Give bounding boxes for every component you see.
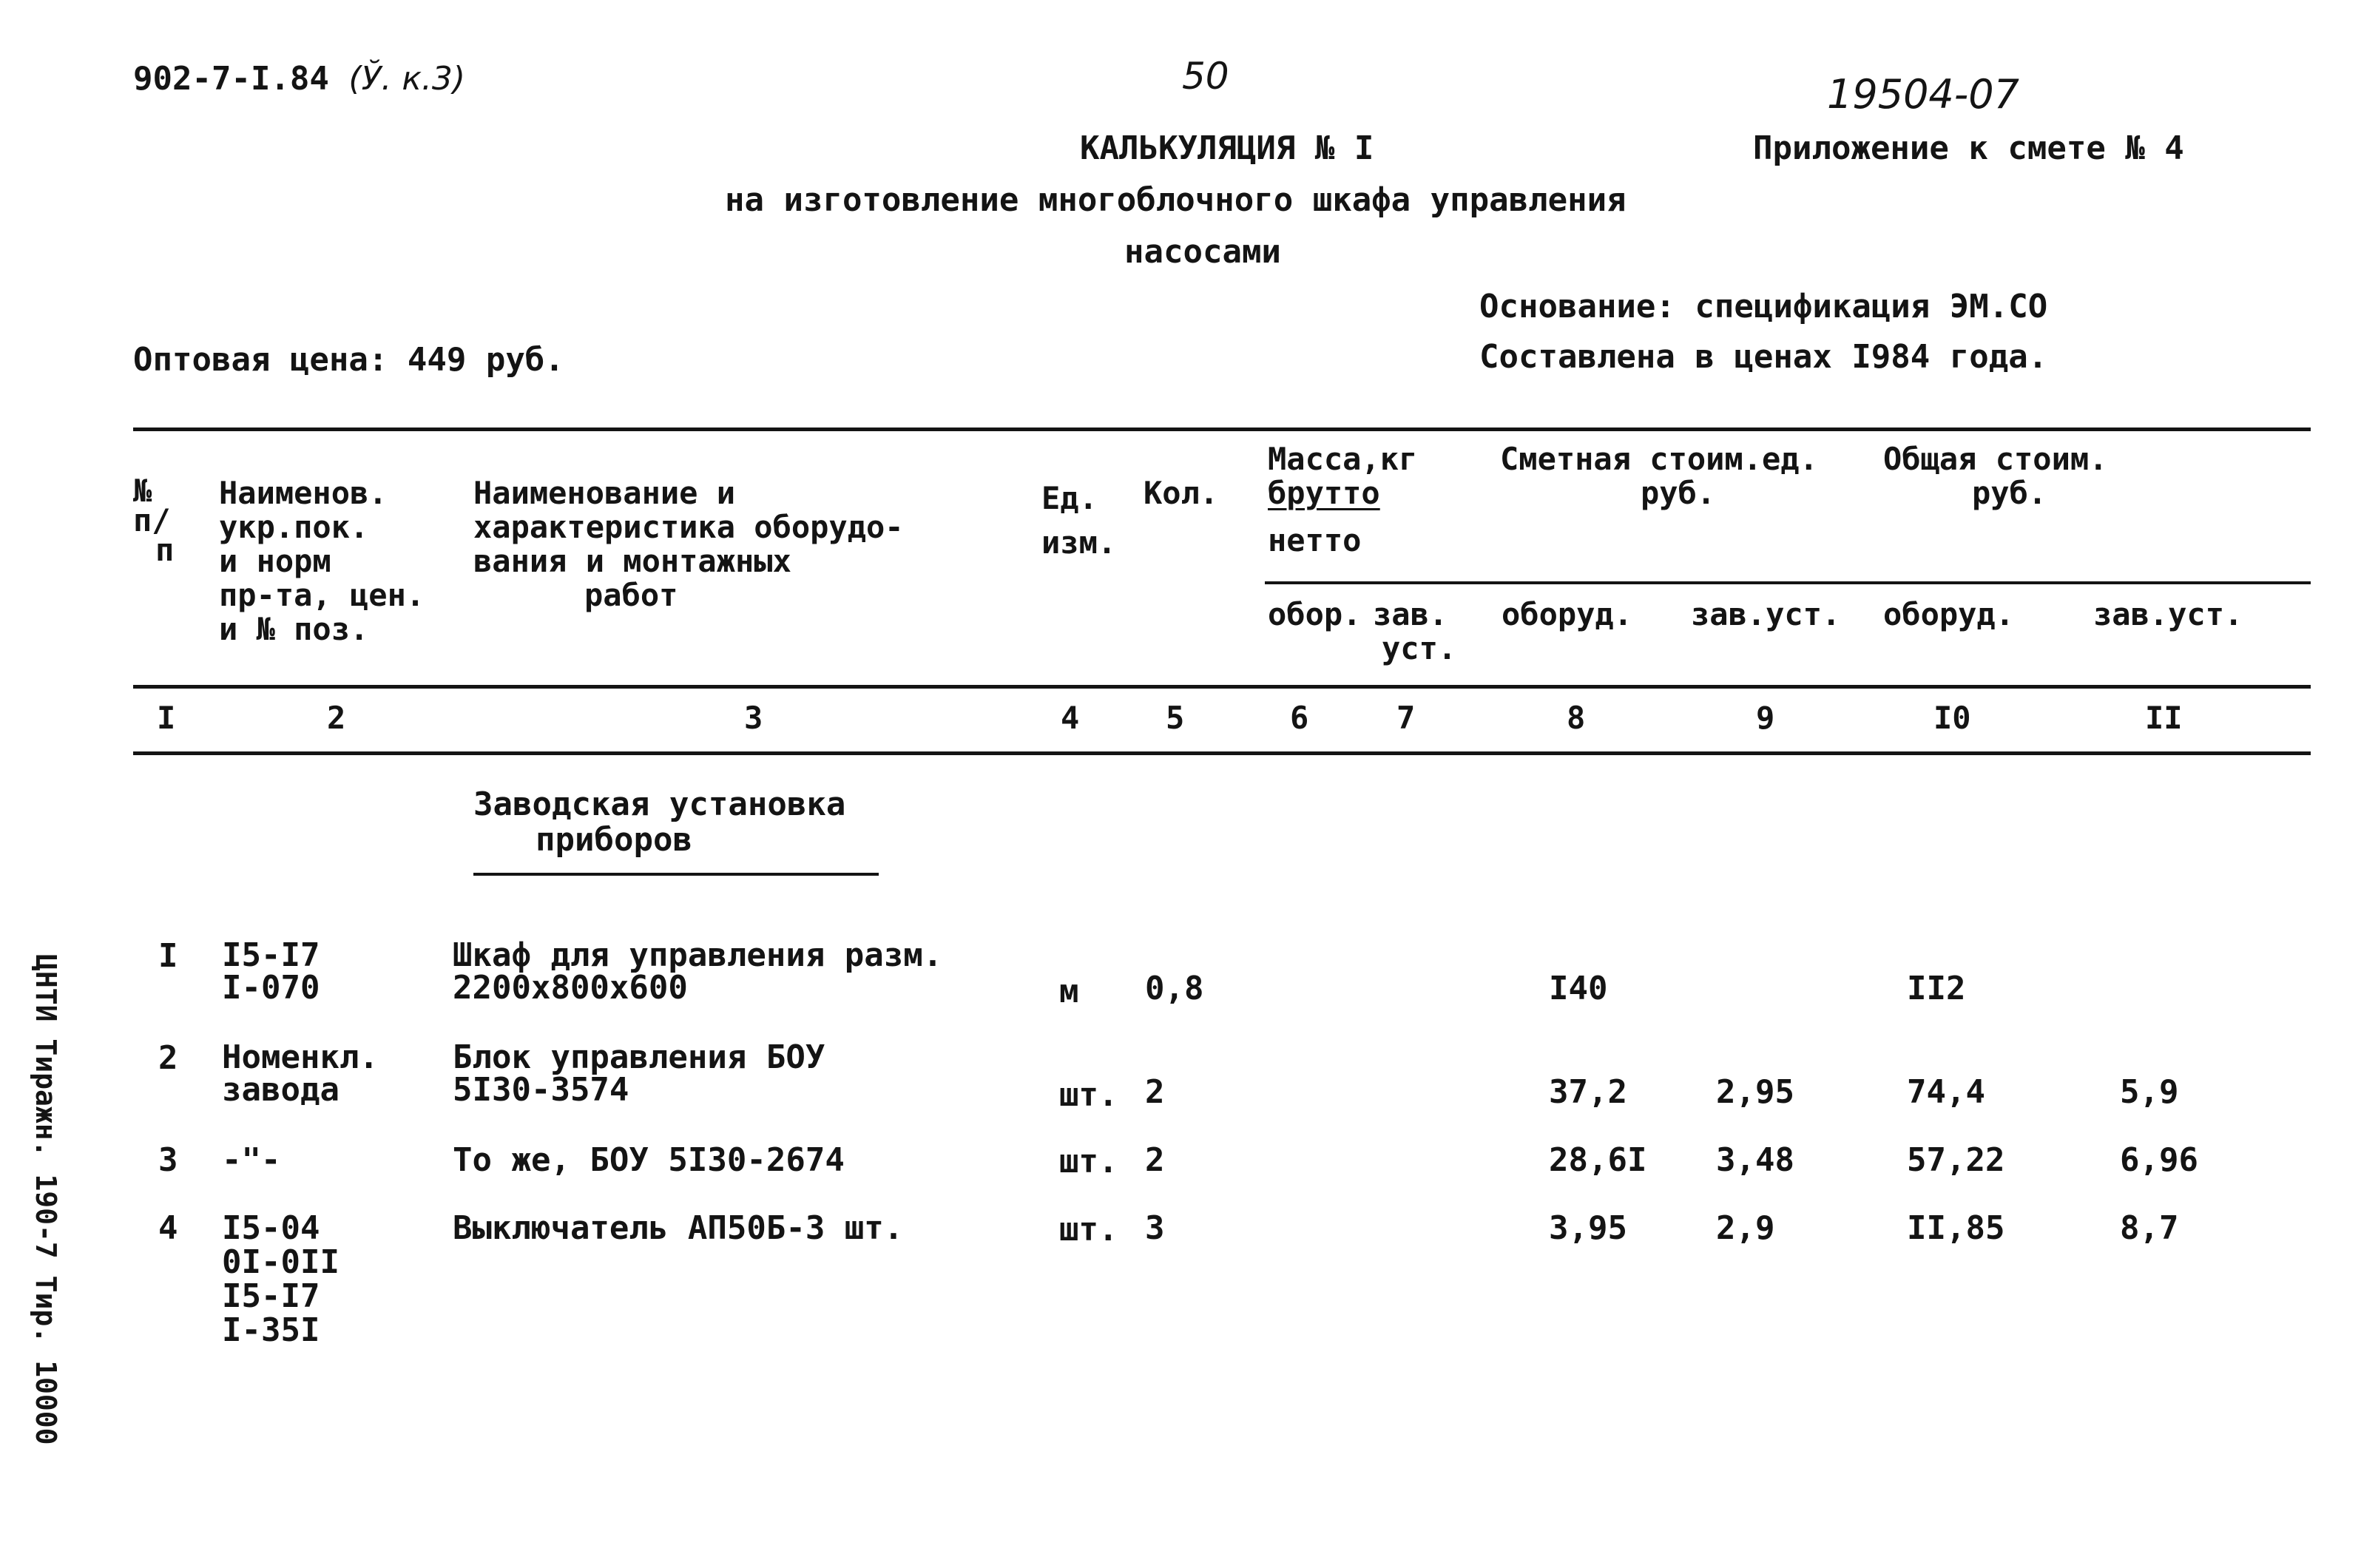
section-title-underline: [473, 873, 879, 876]
appendix-note: Приложение к смете № 4: [1753, 129, 2184, 167]
header-sub-oborud-8: оборуд.: [1502, 596, 1633, 632]
header-sub-zav: зав. уст.: [1373, 596, 1457, 666]
row-name: То же, БОУ 5I30-2674: [453, 1141, 845, 1179]
inventory-number: 19504-07: [1827, 71, 2019, 118]
row-name: Блок управления БОУ 5I30-3574: [453, 1038, 825, 1109]
column-number: 4: [1061, 700, 1080, 736]
prices-year-note: Составлена в ценах I984 года.: [1479, 338, 2048, 376]
row-total-cost-equipment: II,85: [1907, 1209, 2005, 1247]
row-number: 4: [158, 1209, 178, 1247]
row-unit-cost-equipment: 37,2: [1549, 1073, 1627, 1111]
column-number: 7: [1396, 700, 1416, 736]
row-unit: м: [1059, 973, 1079, 1010]
row-code: Номенкл. завода: [222, 1038, 379, 1109]
row-code: I5-I7 I-070: [222, 936, 320, 1007]
row-unit-cost-installation: 2,9: [1716, 1209, 1775, 1247]
wholesale-price: Оптовая цена: 449 руб.: [133, 341, 564, 379]
document-subtitle-cont: насосами: [1124, 233, 1281, 271]
column-number: I: [157, 700, 176, 736]
row-qty: 2: [1145, 1073, 1165, 1111]
row-unit: шт.: [1059, 1143, 1118, 1180]
page-number: 50: [1182, 55, 1229, 98]
row-number: 2: [158, 1039, 178, 1077]
row-qty: 2: [1145, 1141, 1165, 1179]
header-col3: Наименование и характеристика оборудо- вания и монтажных работ: [473, 475, 904, 613]
row-number: 3: [158, 1141, 178, 1179]
row-unit-cost-installation: 2,95: [1716, 1073, 1794, 1111]
row-total-cost-equipment: 57,22: [1907, 1141, 2005, 1179]
row-total-cost-installation: 6,96: [2120, 1141, 2198, 1179]
row-code: I5-04 0I-0II I5-I7 I-35I: [222, 1209, 340, 1349]
header-col2: Наименов. укр.пок. и норм пр-та, цен. и № поз.: [219, 475, 425, 647]
column-number: II: [2145, 700, 2183, 736]
column-number: 3: [744, 700, 763, 736]
header-col4: Ед. изм.: [1041, 480, 1117, 561]
column-number: 2: [327, 700, 346, 736]
basis-note: Основание: спецификация ЭМ.СО: [1479, 288, 2048, 325]
column-number: 8: [1567, 700, 1586, 736]
column-number: 5: [1166, 700, 1185, 736]
header-col1: № п/ п: [133, 473, 175, 568]
row-unit: шт.: [1059, 1076, 1118, 1114]
row-name: Выключатель АП50Б-3 шт.: [453, 1209, 904, 1247]
row-unit-cost-equipment: I40: [1549, 970, 1608, 1007]
column-numbers-rule: [133, 751, 2311, 755]
row-total-cost-installation: 5,9: [2120, 1073, 2179, 1111]
row-total-cost-equipment: II2: [1907, 970, 1966, 1007]
column-number: 6: [1290, 700, 1309, 736]
header-total-cost: Общая стоим. руб.: [1883, 441, 2108, 511]
document-subtitle: на изготовление многоблочного шкафа управления: [725, 181, 1627, 219]
section-title: Заводская установка приборов: [473, 785, 846, 859]
header-sub-zavust-9: зав.уст.: [1691, 596, 1841, 632]
header-unit-cost: Сметная стоим.ед. руб.: [1500, 441, 1818, 511]
document-title: КАЛЬКУЛЯЦИЯ № I: [1080, 129, 1374, 167]
column-number: 9: [1756, 700, 1775, 736]
column-number: I0: [1933, 700, 1971, 736]
row-total-cost-equipment: 74,4: [1907, 1073, 1985, 1111]
header-col5: Кол.: [1144, 475, 1219, 511]
table-header-split-rule: [1265, 581, 2311, 584]
row-unit-cost-equipment: 28,6I: [1549, 1141, 1647, 1179]
row-total-cost-installation: 8,7: [2120, 1209, 2179, 1247]
row-qty: 0,8: [1145, 970, 1204, 1007]
table-header-bottom-rule: [133, 685, 2311, 689]
row-qty: 3: [1145, 1209, 1165, 1247]
document-code-note: (Ў. к.3): [348, 60, 466, 98]
header-sub-zavust-11: зав.уст.: [2093, 596, 2243, 632]
row-name: Шкаф для управления разм. 2200х800х600: [453, 936, 943, 1007]
side-print-stamp: ЦНТИ Тиражн. 190-7 Тир. 10000: [30, 954, 62, 1445]
header-sub-oborud-10: оборуд.: [1883, 596, 2015, 632]
row-number: I: [158, 937, 178, 975]
table-top-rule: [133, 428, 2311, 431]
row-unit: шт.: [1059, 1211, 1118, 1248]
row-unit-cost-installation: 3,48: [1716, 1141, 1794, 1179]
document-code: 902-7-I.84 (Ў. к.3): [133, 60, 466, 98]
header-sub-obor: обор.: [1268, 596, 1362, 632]
row-code: -"-: [222, 1141, 281, 1179]
header-mass: Масса,кг брутто нетто: [1268, 441, 1418, 558]
row-unit-cost-equipment: 3,95: [1549, 1209, 1627, 1247]
